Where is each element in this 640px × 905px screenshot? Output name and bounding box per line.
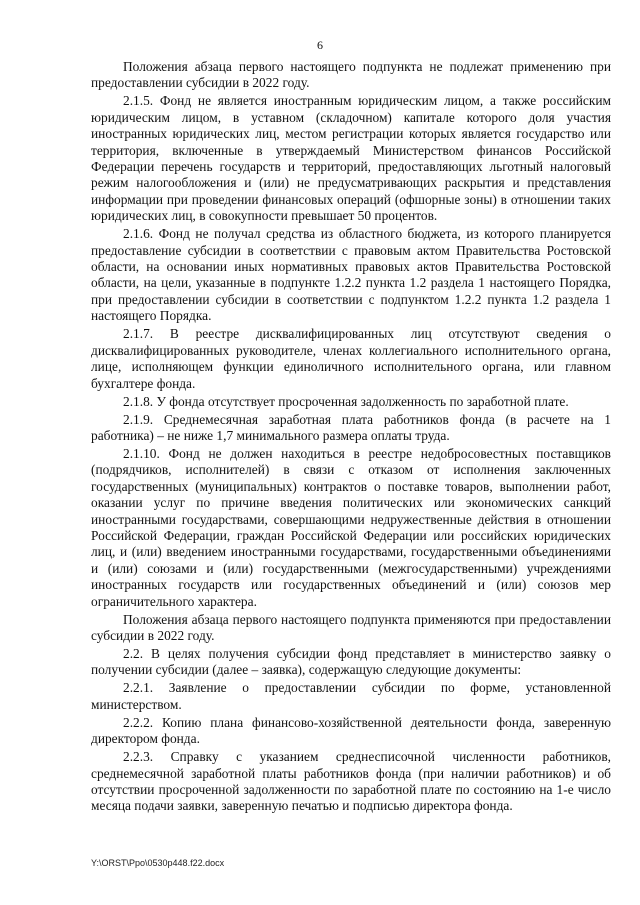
paragraph: 2.2. В целях получения субсидии фонд представляет в министерство заявку о получении субсидии (далее – заявка), содержащую следующие документы: <box>91 645 611 678</box>
paragraph: 2.1.9. Среднемесячная заработная плата работников фонда (в расчете на 1 работника) – не ниже 1,7 минимального размера оплаты труда. <box>91 411 611 443</box>
paragraph: Положения абзаца первого настоящего подпункта применяются при предоставлении субсидии в 2022 году. <box>91 611 611 643</box>
paragraph: 2.1.7. В реестре дисквалифицированных лиц отсутствуют сведения о дисквалифицированных руководителе, членах коллегиального исполнительного органа, лице, исполняющем функции единоличного исполнительного органа, или главном бухгалтере фонда. <box>91 326 611 391</box>
paragraph: 2.1.8. У фонда отсутствует просроченная задолженность по заработной плате. <box>123 393 569 409</box>
paragraph: 2.2.2. Копию плана финансово-хозяйственной деятельности фонда, заверенную директором фонда. <box>91 714 611 747</box>
paragraph: 2.2.3. Справку с указанием среднесписочной численности работников, среднемесячной заработной платы работников фонда (при наличии работников) и об отсутствии просроченной задолженности по заработной плате по состоянию на 1-е число месяца подачи заявки, заверенную печатью и подписью директора фонда. <box>91 749 611 814</box>
paragraph: 2.2.1. Заявление о предоставлении субсидии по форме, установленной министерством. <box>91 680 611 712</box>
paragraph: 2.1.6. Фонд не получал средства из областного бюджета, из которого планируется предоставление субсидии в соответствии с правовым актом Правительства Ростовской области, на основании иных нормативных правовых актов Правительства Ростовской области, на цели, указанные в подпункте 1.2.2 пункта 1.2 раздела 1 настоящего Порядка, при предоставлении субсидии в соответствии с подпунктом 1.2.2 пункта 1.2 раздела 1 настоящего Порядка. <box>91 226 611 324</box>
paragraph: 2.1.10. Фонд не должен находиться в реестре недобросовестных поставщиков (подрядчиков, исполнителей) в связи с отказом от исполнения заключенных государственных (муниципальных) контрактов о поставке товаров, выполнении работ, оказании услуг по причине введения политических или экономических санкций иностранными государствами, совершающими недружественные действия в отношении Российской Федерации, граждан Российской Федерации или российских юридических лиц, и (или) введением иностранными государствами, государственными объединениями и (или) союзами и (или) государственными (межгосударственными) учреждениями иностранных государств или государственных объединений и (или) союзов мер ограничительного характера. <box>91 445 611 609</box>
page-number: 6 <box>317 38 323 52</box>
file-path-footer: Y:\ORST\Ppo\0530p448.f22.docx <box>91 858 225 868</box>
paragraph: 2.1.5. Фонд не является иностранным юридическим лицом, а также российским юридическим лицом, в уставном (складочном) капитале которого доля участия иностранных юридических лиц, местом регистрации которых является государство или территория, включенные в утверждаемый Министерством финансов Российской Федерации перечень государств и территорий, предоставляющих льготный налоговый режим налогообложения и (или) не предусматривающих раскрытия и представления информации при проведении финансовых операций (офшорные зоны) в отношении таких юридических лиц, в совокупности превышает 50 процентов. <box>91 93 611 224</box>
document-body <box>91 59 611 815</box>
paragraph: Положения абзаца первого настоящего подпункта не подлежат применению при предоставлении субсидии в 2022 году. <box>91 59 611 91</box>
